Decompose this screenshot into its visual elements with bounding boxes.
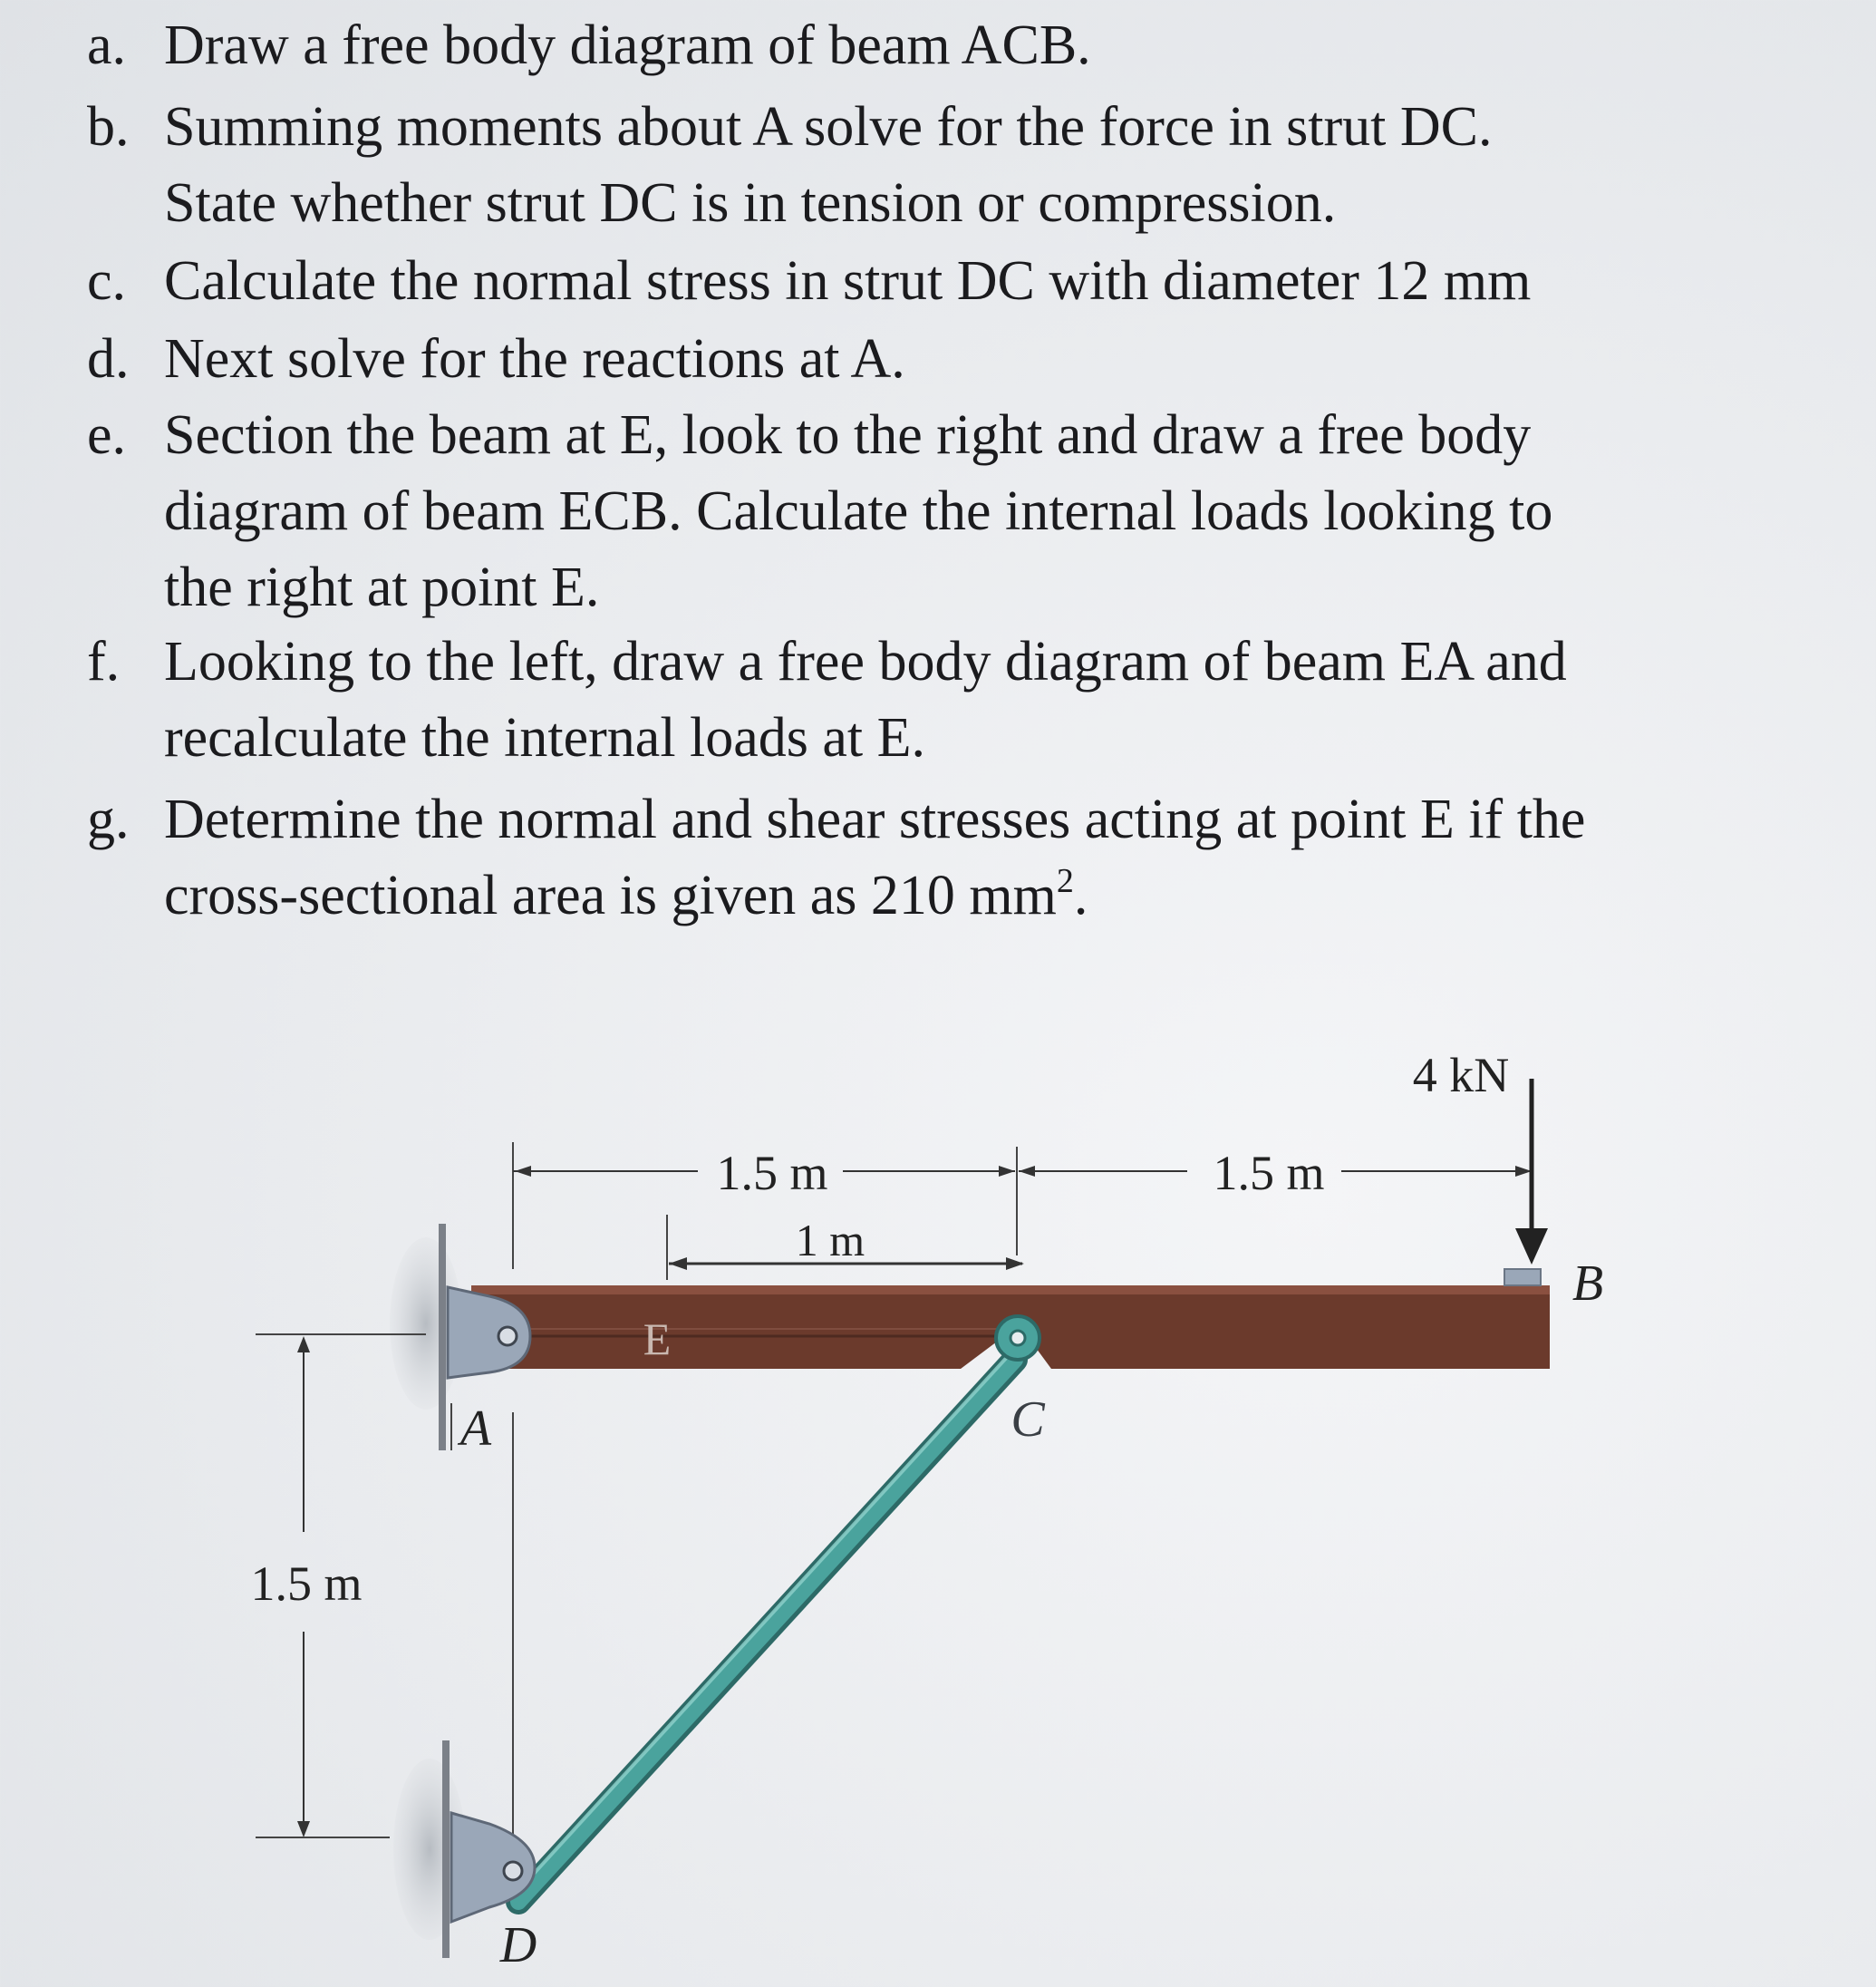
pin-c <box>996 1316 1040 1360</box>
dimension-ad-label: 1.5 m <box>250 1556 363 1611</box>
question-letter: c. <box>87 250 127 312</box>
dimension-ad <box>250 1336 362 1837</box>
dimension-ec <box>667 1215 1024 1280</box>
label-d: D <box>499 1917 537 1973</box>
question-text: diagram of beam ECB. Calculate the internal loads looking to <box>164 480 1553 542</box>
load-arrow-4kn <box>1413 1048 1548 1265</box>
question-letter: f. <box>87 631 121 693</box>
question-text: Summing moments about A solve for the force in strut DC. <box>164 96 1493 158</box>
question-letter: b. <box>87 96 130 158</box>
question-text: Calculate the normal stress in strut DC with diameter 12 mm <box>164 250 1532 312</box>
dimension-ec-label: 1 m <box>795 1215 865 1265</box>
period: . <box>1073 865 1088 926</box>
label-c: C <box>1011 1391 1045 1448</box>
dimension-ac <box>513 1142 1015 1269</box>
question-letter: d. <box>87 328 130 390</box>
question-text: Next solve for the reactions at A. <box>164 328 905 390</box>
question-text: cross-sectional area is given as 210 mm <box>164 865 1057 926</box>
dimension-ac-label: 1.5 m <box>716 1146 828 1200</box>
load-label: 4 kN <box>1412 1048 1510 1102</box>
question-letter: g. <box>87 789 130 850</box>
dimension-cb-label: 1.5 m <box>1213 1146 1325 1200</box>
question-letter: a. <box>87 15 127 76</box>
superscript: 2 <box>1056 862 1074 900</box>
question-text: recalculate the internal loads at E. <box>164 707 926 769</box>
label-a: A <box>459 1401 492 1457</box>
beam-diagram <box>0 952 1876 1987</box>
label-e: E <box>643 1313 672 1364</box>
question-text: Draw a free body diagram of beam ACB. <box>164 15 1091 76</box>
strut-dc <box>513 1354 1015 1902</box>
question-text: Looking to the left, draw a free body diagram of beam EA and <box>164 631 1567 693</box>
question-text: State whether strut DC is in tension or compression. <box>164 172 1337 234</box>
question-text: Section the beam at E, look to the right and draw a free body <box>164 404 1532 466</box>
question-text: Determine the normal and shear stresses acting at point E if the <box>164 789 1586 850</box>
question-text: the right at point E. <box>164 557 600 618</box>
question-letter: e. <box>87 404 127 466</box>
dimension-cb <box>1017 1146 1532 1255</box>
label-b: B <box>1571 1255 1604 1312</box>
